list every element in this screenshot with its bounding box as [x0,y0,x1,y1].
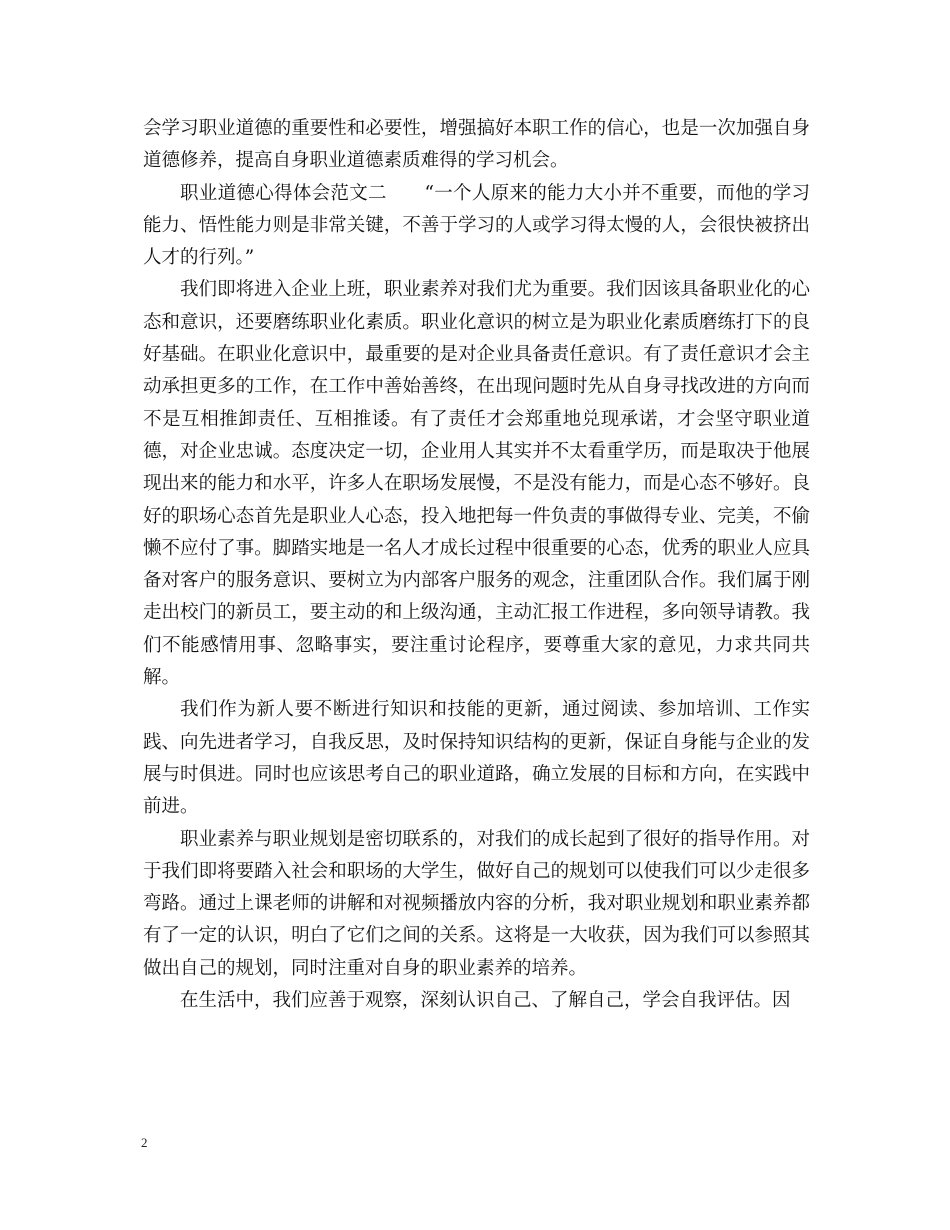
paragraph-6: 在生活中，我们应善于观察，深刻认识自己、了解自己，学会自我评估。因 [180,990,791,1012]
document-body [143,113,810,1017]
paragraph-2: 职业道德心得体会范文二 “一个人原来的能力大小并不重要，而他的学习能力、悟性能力则是非常关键，不善于学习的人或学习得太慢的人，会很快被挤出人才的行列。” [143,182,810,269]
paragraph-5: 职业素养与职业规划是密切联系的，对我们的成长起到了很好的指导作用。对于我们即将要踏入社会和职场的大学生，做好自己的规划可以使我们可以少走很多弯路。通过上课老师的讲解和对视频播放内容的分析，我对职业规划和职业素养都有了一定的认识，明白了它们之间的关系。这将是一大收获，因为我们可以参照其做出自己的规划，同时注重对自身的职业素养的培养。 [143,828,810,979]
paragraph-4: 我们作为新人要不断进行知识和技能的更新，通过阅读、参加培训、工作实践、向先进者学习，自我反思，及时保持知识结构的更新，保证自身能与企业的发展与时俱进。同时也应该思考自己的职业道路，确立发展的目标和方向，在实践中前进。 [143,699,810,818]
page-number: 2 [141,1135,148,1150]
paragraph-3: 我们即将进入企业上班，职业素养对我们尤为重要。我们因该具备职业化的心态和意识，还要磨练职业化素质。职业化意识的树立是为职业化素质磨练打下的良好基础。在职业化意识中，最重要的是对企业具备责任意识。有了责任意识才会主动承担更多的工作，在工作中善始善终，在出现问题时先从自身寻找改进的方向而不是互相推卸责任、互相推诿。有了责任才会郑重地兑现承诺，才会坚守职业道德，对企业忠诚。态度决定一切，企业用人其实并不太看重学历，而是取决于他展现出来的能力和水平，许多人在职场发展慢，不是没有能力，而是心态不够好。良好的职场心态首先是职业人心态，投入地把每一件负责的事做得专业、完美，不偷懒不应付了事。脚踏实地是一名人才成长过程中很重要的心态，优秀的职业人应具备对客户的服务意识、要树立为内部客户服务的观念，注重团队合作。我们属于刚走出校门的新员工，要主动的和上级沟通，主动汇报工作进程，多向领导请教。我们不能感情用事、忽略事实，要注重讨论程序，要尊重大家的意见，力求共同共解。 [143,279,810,689]
paragraph-1: 会学习职业道德的重要性和必要性，增强搞好本职工作的信心，也是一次加强自身道德修养，提高自身职业道德素质难得的学习机会。 [143,118,810,172]
